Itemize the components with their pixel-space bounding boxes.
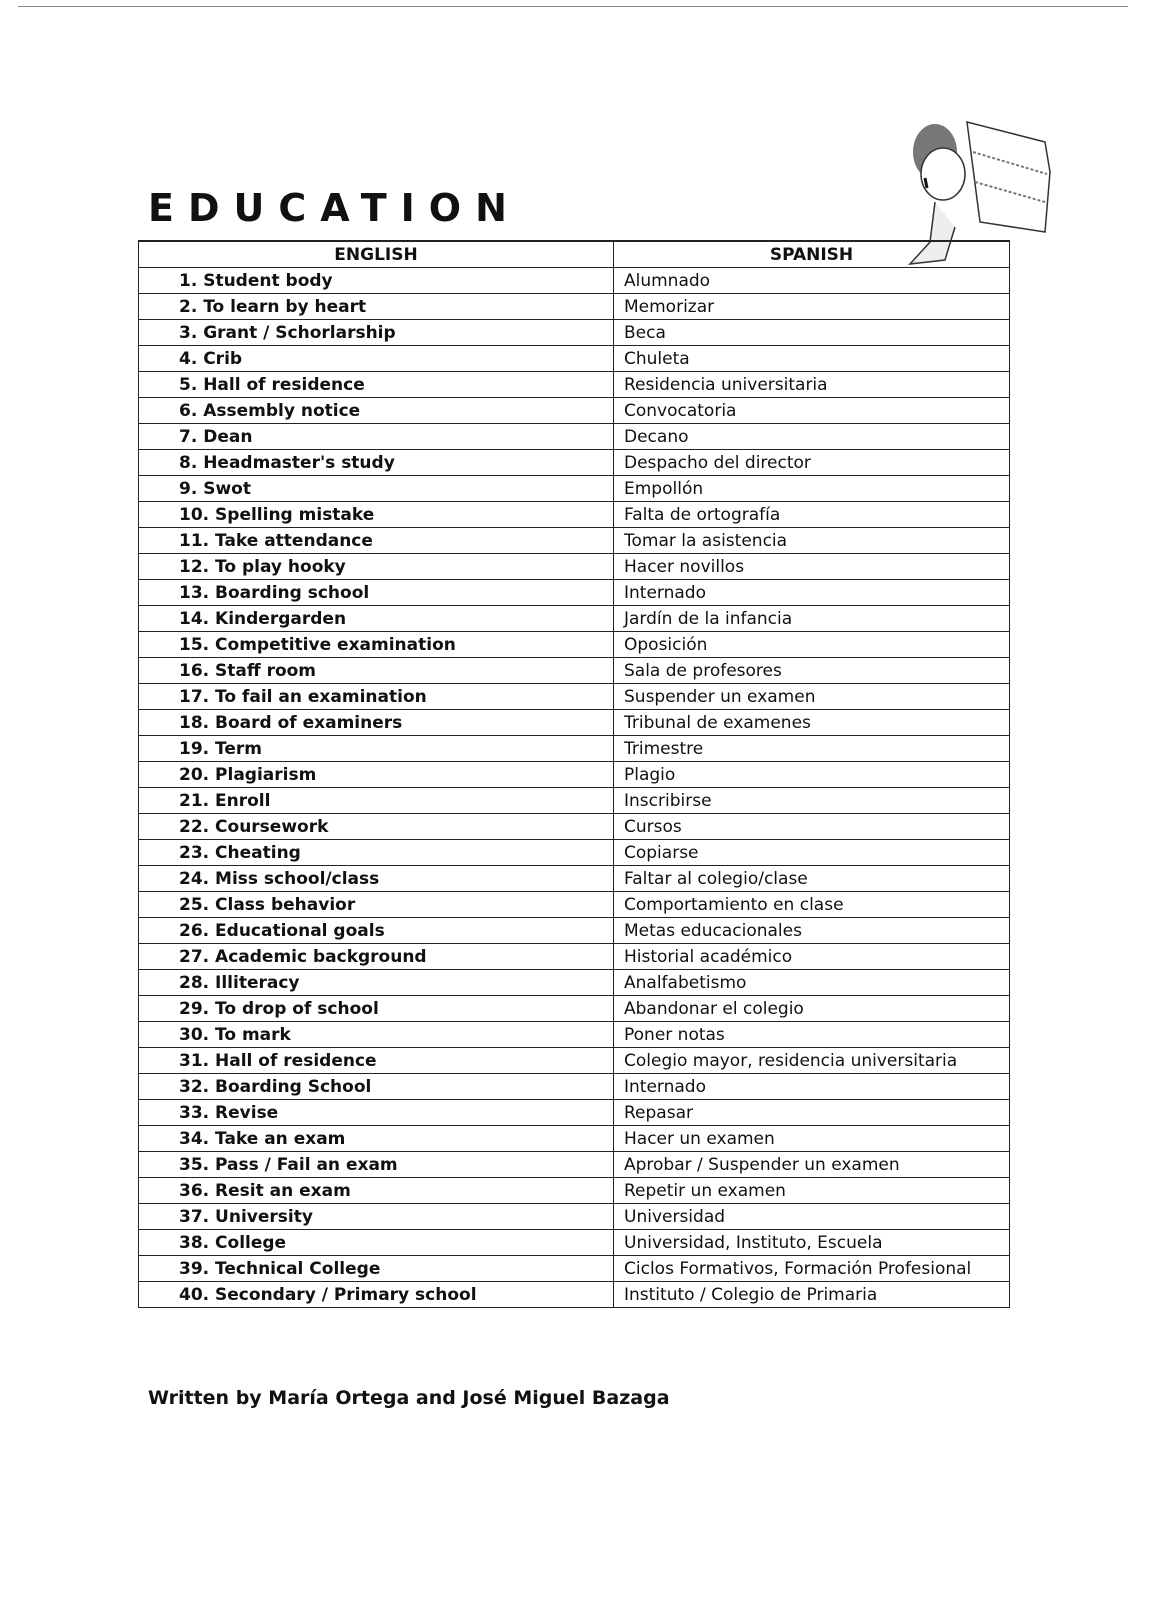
table-row [139,1152,1010,1178]
table-row [139,268,1010,294]
spanish-term: Beca [614,320,1010,346]
spanish-term: Universidad, Instituto, Escuela [614,1230,1010,1256]
table-row [139,580,1010,606]
english-term: 20. Plagiarism [139,762,614,788]
table-row [139,424,1010,450]
english-term: 28. Illiteracy [139,970,614,996]
english-term: 33. Revise [139,1100,614,1126]
spanish-term: Inscribirse [614,788,1010,814]
english-term: 40. Secondary / Primary school [139,1282,614,1308]
spanish-term: Cursos [614,814,1010,840]
spanish-term: Metas educacionales [614,918,1010,944]
spanish-term: Hacer novillos [614,554,1010,580]
table-row [139,996,1010,1022]
english-term: 26. Educational goals [139,918,614,944]
english-term: 39. Technical College [139,1256,614,1282]
english-term: 11. Take attendance [139,528,614,554]
english-term: 21. Enroll [139,788,614,814]
spanish-term: Oposición [614,632,1010,658]
spanish-term: Trimestre [614,736,1010,762]
english-term: 30. To mark [139,1022,614,1048]
spanish-term: Memorizar [614,294,1010,320]
spanish-term: Plagio [614,762,1010,788]
table-row [139,814,1010,840]
spanish-term: Repasar [614,1100,1010,1126]
table-row [139,1282,1010,1308]
english-term: 5. Hall of residence [139,372,614,398]
spanish-term: Tribunal de examenes [614,710,1010,736]
spanish-term: Chuleta [614,346,1010,372]
table-row [139,294,1010,320]
spanish-term: Internado [614,1074,1010,1100]
spanish-term: Instituto / Colegio de Primaria [614,1282,1010,1308]
english-term: 8. Headmaster's study [139,450,614,476]
table-row [139,1074,1010,1100]
spanish-term: Tomar la asistencia [614,528,1010,554]
table-row [139,970,1010,996]
table-row [139,1022,1010,1048]
spanish-term: Internado [614,580,1010,606]
english-term: 38. College [139,1230,614,1256]
table-row [139,944,1010,970]
english-term: 27. Academic background [139,944,614,970]
spanish-term: Hacer un examen [614,1126,1010,1152]
spanish-term: Repetir un examen [614,1178,1010,1204]
english-term: 14. Kindergarden [139,606,614,632]
english-term: 19. Term [139,736,614,762]
vocabulary-table [138,240,1010,1308]
table-row [139,892,1010,918]
english-term: 32. Boarding School [139,1074,614,1100]
english-term: 24. Miss school/class [139,866,614,892]
table-row [139,866,1010,892]
english-term: 17. To fail an examination [139,684,614,710]
author-credit: Written by María Ortega and José Miguel Bazaga [148,1387,670,1409]
table-row [139,372,1010,398]
table-row [139,528,1010,554]
column-header-english: ENGLISH [139,241,614,268]
spanish-term: Convocatoria [614,398,1010,424]
spanish-term: Colegio mayor, residencia universitaria [614,1048,1010,1074]
table-row [139,450,1010,476]
spanish-term: Alumnado [614,268,1010,294]
english-term: 22. Coursework [139,814,614,840]
table-row [139,346,1010,372]
spanish-term: Copiarse [614,840,1010,866]
english-term: 36. Resit an exam [139,1178,614,1204]
table-row [139,710,1010,736]
table-row [139,1256,1010,1282]
spanish-term: Despacho del director [614,450,1010,476]
english-term: 2. To learn by heart [139,294,614,320]
english-term: 6. Assembly notice [139,398,614,424]
table-row [139,1048,1010,1074]
english-term: 37. University [139,1204,614,1230]
table-row [139,320,1010,346]
table-row [139,684,1010,710]
table-row [139,554,1010,580]
table-row [139,762,1010,788]
english-term: 18. Board of examiners [139,710,614,736]
english-term: 12. To play hooky [139,554,614,580]
english-term: 4. Crib [139,346,614,372]
table-row [139,1230,1010,1256]
english-term: 35. Pass / Fail an exam [139,1152,614,1178]
english-term: 9. Swot [139,476,614,502]
english-term: 23. Cheating [139,840,614,866]
table-row [139,476,1010,502]
table-header-row [139,241,1010,268]
spanish-term: Universidad [614,1204,1010,1230]
english-term: 31. Hall of residence [139,1048,614,1074]
table-row [139,1204,1010,1230]
spanish-term: Residencia universitaria [614,372,1010,398]
spanish-term: Jardín de la infancia [614,606,1010,632]
spanish-term: Historial académico [614,944,1010,970]
english-term: 3. Grant / Schorlarship [139,320,614,346]
table-row [139,632,1010,658]
table-row [139,1100,1010,1126]
spanish-term: Comportamiento en clase [614,892,1010,918]
table-row [139,788,1010,814]
table-row [139,398,1010,424]
spanish-term: Ciclos Formativos, Formación Profesional [614,1256,1010,1282]
english-term: 16. Staff room [139,658,614,684]
english-term: 15. Competitive examination [139,632,614,658]
spanish-term: Poner notas [614,1022,1010,1048]
spanish-term: Faltar al colegio/clase [614,866,1010,892]
table-row [139,1178,1010,1204]
table-row [139,736,1010,762]
table-row [139,1126,1010,1152]
spanish-term: Decano [614,424,1010,450]
table-row [139,606,1010,632]
english-term: 1. Student body [139,268,614,294]
spanish-term: Empollón [614,476,1010,502]
table-row [139,840,1010,866]
spanish-term: Abandonar el colegio [614,996,1010,1022]
column-header-spanish: SPANISH [614,241,1010,268]
spanish-term: Suspender un examen [614,684,1010,710]
english-term: 10. Spelling mistake [139,502,614,528]
table-row [139,918,1010,944]
english-term: 25. Class behavior [139,892,614,918]
table-row [139,502,1010,528]
scan-border-line [18,6,1128,7]
english-term: 7. Dean [139,424,614,450]
spanish-term: Analfabetismo [614,970,1010,996]
english-term: 34. Take an exam [139,1126,614,1152]
english-term: 13. Boarding school [139,580,614,606]
page-title: EDUCATION [148,186,521,230]
spanish-term: Aprobar / Suspender un examen [614,1152,1010,1178]
english-term: 29. To drop of school [139,996,614,1022]
table-row [139,658,1010,684]
spanish-term: Falta de ortografía [614,502,1010,528]
spanish-term: Sala de profesores [614,658,1010,684]
